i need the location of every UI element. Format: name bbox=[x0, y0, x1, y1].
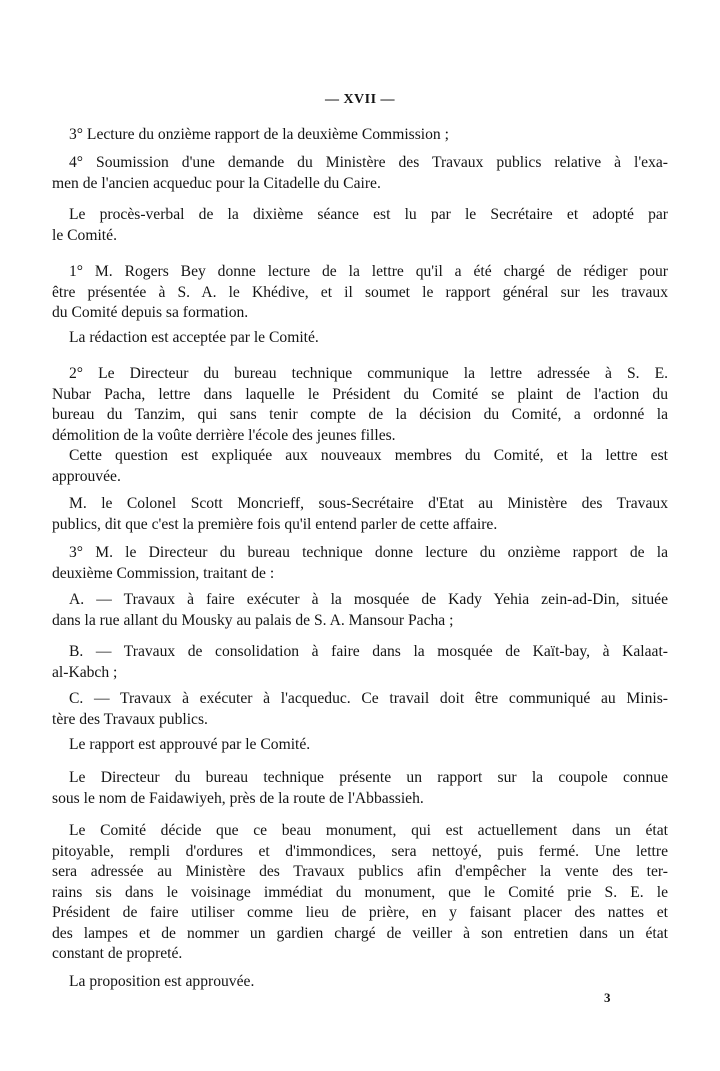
paragraph bbox=[52, 125, 668, 146]
text-line: dans la rue allant du Mousky au palais de S. A. Mansour Pacha ; bbox=[52, 611, 454, 629]
text-line: bureau du Tanzim, qui sans tenir compte de la décision du Comité, a ordonné la bbox=[52, 406, 668, 423]
text-line: approuvée. bbox=[52, 467, 121, 485]
text-line: C. — Travaux à exécuter à l'acqueduc. Ce travail doit être communiqué au Minis- bbox=[69, 690, 668, 707]
paragraph bbox=[52, 642, 668, 683]
text-line: des lampes et de nommer un gardien chargé de veiller à son entretien dans un état bbox=[52, 924, 668, 942]
paragraph bbox=[52, 328, 668, 349]
text-line: deuxième Commission, traitant de : bbox=[52, 564, 275, 582]
text-line: Le Directeur du bureau technique présente un rapport sur la coupole connue bbox=[69, 769, 668, 786]
paragraph bbox=[52, 735, 668, 756]
text-line: M. le Colonel Scott Moncrieff, sous-Secrétaire d'Etat au Ministère des Travaux bbox=[69, 495, 668, 512]
paragraph bbox=[52, 446, 668, 487]
text-line: démolition de la voûte derrière l'école des jeunes filles. bbox=[52, 426, 396, 444]
text-line: al-Kabch ; bbox=[52, 663, 118, 681]
text-line: A. — Travaux à faire exécuter à la mosquée de Kady Yehia zein-ad-Din, située bbox=[69, 591, 668, 608]
paragraph bbox=[52, 689, 668, 730]
text-line: 1° M. Rogers Bey donne lecture de la lettre qu'il a été chargé de rédiger pour bbox=[69, 263, 668, 280]
text-line: La rédaction est acceptée par le Comité. bbox=[69, 329, 319, 346]
paragraph bbox=[52, 821, 668, 965]
paragraph bbox=[52, 590, 668, 631]
text-line: le Comité. bbox=[52, 226, 117, 244]
signature-mark: 3 bbox=[604, 990, 611, 1005]
paragraph bbox=[52, 543, 668, 584]
text-line: men de l'ancien acqueduc pour la Citadelle du Caire. bbox=[52, 174, 381, 192]
text-line: pitoyable, rempli d'ordures et d'immondices, sera nettoyé, puis fermé. Une lettre bbox=[52, 842, 668, 860]
text-line: être présentée à S. A. le Khédive, et il soumet le rapport général sur les travaux bbox=[52, 283, 668, 301]
paragraph bbox=[52, 262, 668, 324]
text-line: B. — Travaux de consolidation à faire dans la mosquée de Kaït-bay, à Kalaat- bbox=[69, 643, 668, 660]
text-line: publics, dit que c'est la première fois qu'il entend parler de cette affaire. bbox=[52, 515, 498, 533]
paragraph bbox=[52, 768, 668, 809]
text-line: sous le nom de Faidawiyeh, près de la route de l'Abbassieh. bbox=[52, 789, 424, 807]
text-line: 3° M. le Directeur du bureau technique donne lecture du onzième rapport de la bbox=[69, 544, 668, 561]
text-line: 4° Soumission d'une demande du Ministère des Travaux publics relative à l'exa- bbox=[69, 154, 668, 171]
paragraph bbox=[52, 205, 668, 246]
text-line: sera adressée au Ministère des Travaux publics afin d'empêcher la vente des ter- bbox=[52, 863, 668, 880]
text-line: constant de propreté. bbox=[52, 945, 183, 962]
text-line: tère des Travaux publics. bbox=[52, 710, 208, 728]
text-line: 2° Le Directeur du bureau technique communique la lettre adressée à S. E. bbox=[69, 365, 668, 382]
text-line: Le Comité décide que ce beau monument, qui est actuellement dans un état bbox=[69, 822, 668, 839]
text-line: rains sis dans le voisinage immédiat du monument, que le Comité prie S. E. le bbox=[52, 883, 668, 901]
text-line: Cette question est expliquée aux nouveaux membres du Comité, et la lettre est bbox=[69, 447, 668, 464]
text-line: Nubar Pacha, lettre dans laquelle le Président du Comité se plaint de l'action du bbox=[52, 385, 668, 403]
text-line: Le procès-verbal de la dixième séance est lu par le Secrétaire et adopté par bbox=[69, 206, 668, 223]
paragraph bbox=[52, 153, 668, 194]
text-line: Président de faire utiliser comme lieu de prière, en y faisant placer des nattes et bbox=[52, 904, 668, 921]
page-number-header: — XVII — bbox=[324, 92, 396, 107]
text-line: La proposition est approuvée. bbox=[69, 973, 255, 990]
text-line: 3° Lecture du onzième rapport de la deuxième Commission ; bbox=[69, 126, 449, 143]
paragraph bbox=[52, 364, 668, 446]
paragraph bbox=[52, 972, 668, 993]
paragraph bbox=[52, 494, 668, 535]
text-line: Le rapport est approuvé par le Comité. bbox=[69, 736, 311, 753]
text-line: du Comité depuis sa formation. bbox=[52, 304, 249, 321]
